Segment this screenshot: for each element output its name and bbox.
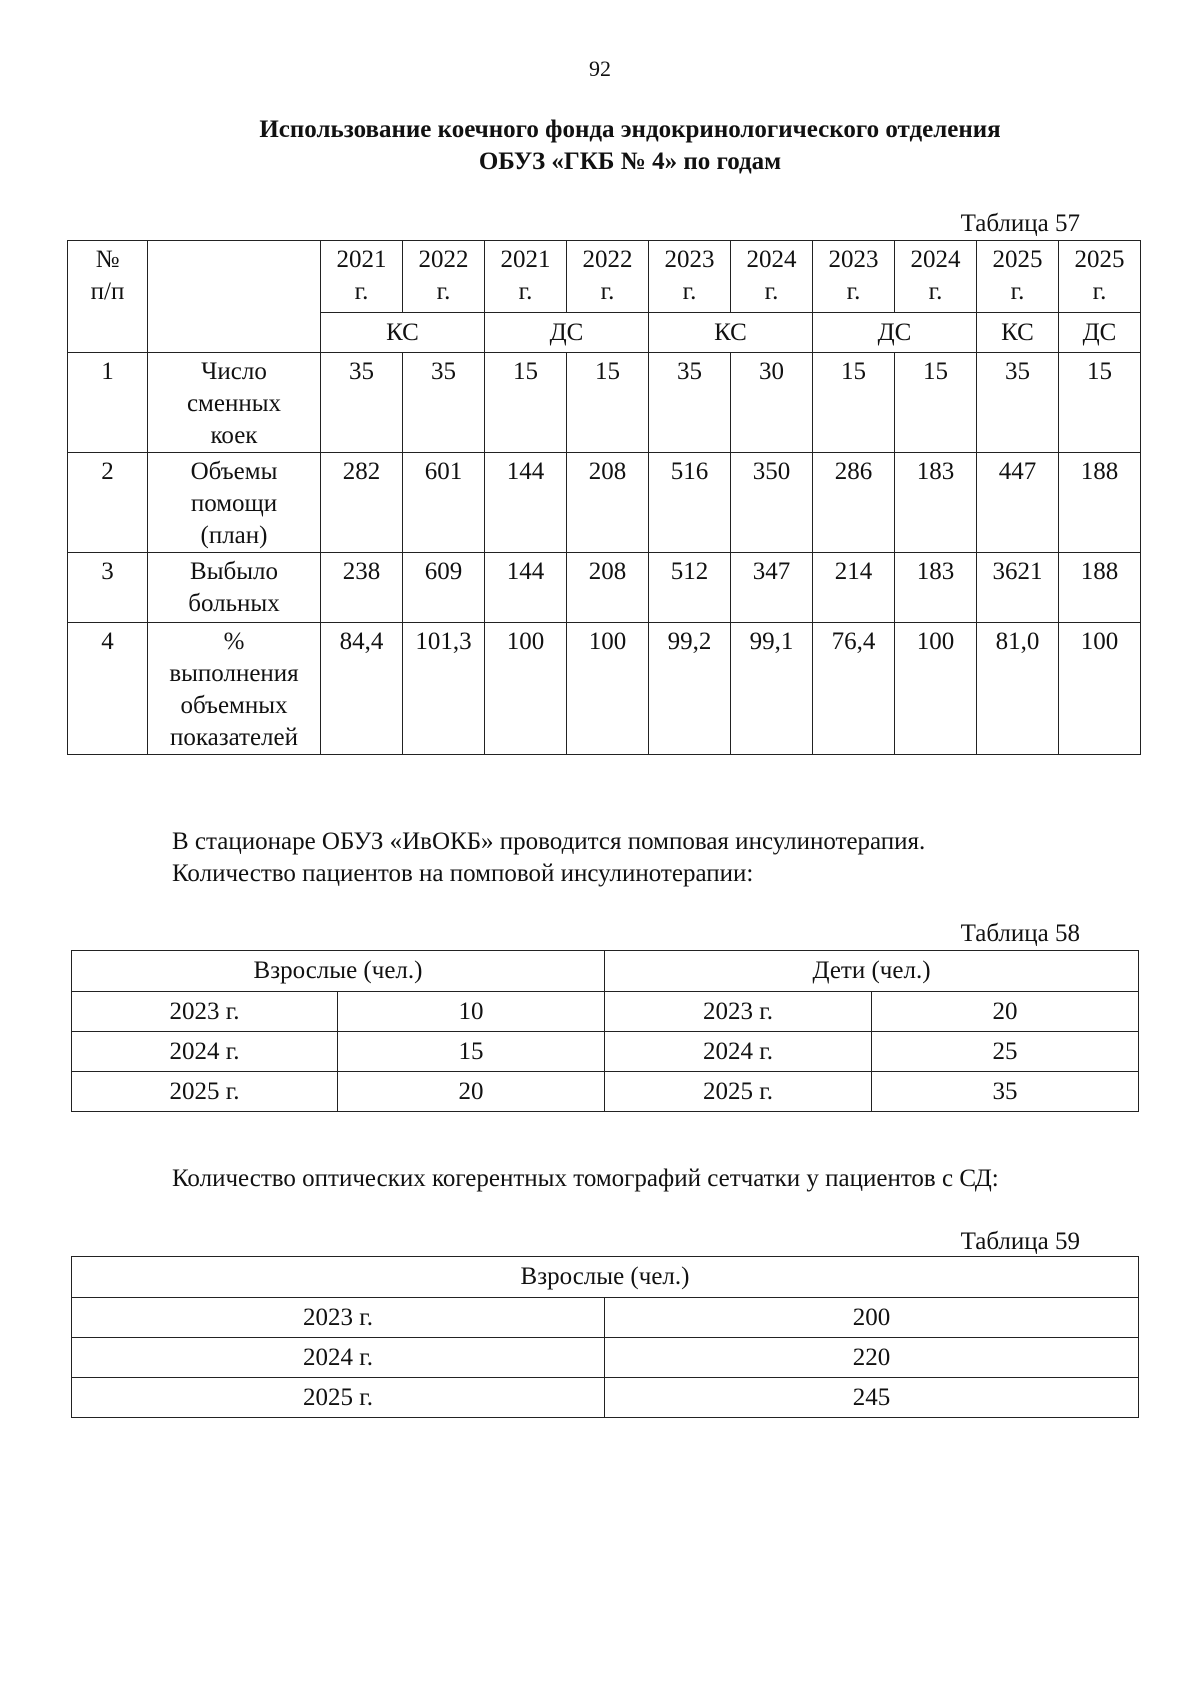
group-header-cell: Дети (чел.) bbox=[605, 951, 1139, 992]
group-header-cell: КС bbox=[977, 313, 1059, 353]
value-cell: 15 bbox=[567, 353, 649, 453]
table-58 bbox=[71, 950, 1139, 1112]
count-cell: 245 bbox=[605, 1378, 1139, 1418]
year-cell: 2023 г. bbox=[605, 992, 872, 1032]
value-cell: 188 bbox=[1059, 553, 1141, 623]
row-number-cell: 1 bbox=[68, 353, 148, 453]
value-cell: 144 bbox=[485, 553, 567, 623]
year-cell: 2024 г. bbox=[72, 1338, 605, 1378]
value-cell: 100 bbox=[485, 623, 567, 755]
year-header-year: 2023 bbox=[828, 246, 879, 273]
count-cell: 200 bbox=[605, 1298, 1139, 1338]
year-header-cell bbox=[977, 241, 1059, 313]
year-header-suffix: г. bbox=[600, 278, 615, 305]
value-cell: 84,4 bbox=[321, 623, 403, 755]
table-57-row bbox=[68, 623, 1141, 755]
row-label-line: % bbox=[223, 628, 245, 655]
year-header-suffix: г. bbox=[682, 278, 697, 305]
value-cell: 30 bbox=[731, 353, 813, 453]
year-header-cell bbox=[649, 241, 731, 313]
value-cell: 15 bbox=[485, 353, 567, 453]
year-cell: 2023 г. bbox=[72, 1298, 605, 1338]
count-cell: 25 bbox=[872, 1032, 1139, 1072]
count-cell: 20 bbox=[872, 992, 1139, 1032]
group-header-cell: ДС bbox=[485, 313, 649, 353]
row-label-line: помощи bbox=[190, 490, 278, 517]
year-header-cell bbox=[895, 241, 977, 313]
paragraph-pump-line-2: Количество пациентов на помповой инсулинотерапии: bbox=[172, 860, 754, 887]
count-cell: 220 bbox=[605, 1338, 1139, 1378]
value-cell: 347 bbox=[731, 553, 813, 623]
value-cell: 208 bbox=[567, 553, 649, 623]
table-57-row bbox=[68, 453, 1141, 553]
year-cell: 2025 г. bbox=[72, 1072, 338, 1112]
year-cell: 2023 г. bbox=[72, 992, 338, 1032]
year-cell: 2025 г. bbox=[605, 1072, 872, 1112]
group-header-cell: Взрослые (чел.) bbox=[72, 1257, 1139, 1298]
year-header-year: 2025 bbox=[992, 246, 1043, 273]
value-cell: 183 bbox=[895, 453, 977, 553]
value-cell: 609 bbox=[403, 553, 485, 623]
table-59-row bbox=[72, 1378, 1139, 1418]
value-cell: 101,3 bbox=[403, 623, 485, 755]
table-58-caption: Таблица 58 bbox=[960, 920, 1080, 947]
value-cell: 100 bbox=[1059, 623, 1141, 755]
value-cell: 99,1 bbox=[731, 623, 813, 755]
row-label-line: коек bbox=[210, 422, 258, 449]
value-cell: 208 bbox=[567, 453, 649, 553]
count-cell: 20 bbox=[338, 1072, 605, 1112]
row-label-line: Выбыло bbox=[190, 558, 278, 585]
year-header-suffix: г. bbox=[1010, 278, 1025, 305]
row-label-line: показателей bbox=[169, 724, 299, 751]
value-cell: 15 bbox=[813, 353, 895, 453]
paragraph-pump-therapy bbox=[172, 826, 1092, 890]
table-57-num-header bbox=[68, 241, 148, 353]
year-cell: 2025 г. bbox=[72, 1378, 605, 1418]
title-line-2: ОБУЗ «ГКБ № 4» по годам bbox=[478, 148, 782, 175]
value-cell: 144 bbox=[485, 453, 567, 553]
page-number: 92 bbox=[589, 56, 611, 81]
year-header-suffix: г. bbox=[354, 278, 369, 305]
value-cell: 81,0 bbox=[977, 623, 1059, 755]
year-header-suffix: г. bbox=[518, 278, 533, 305]
row-label-cell bbox=[148, 623, 321, 755]
group-header-cell: ДС bbox=[1059, 313, 1141, 353]
row-label-line: объемных bbox=[180, 692, 288, 719]
table-58-row bbox=[72, 992, 1139, 1032]
table-57-row bbox=[68, 553, 1141, 623]
value-cell: 282 bbox=[321, 453, 403, 553]
value-cell: 286 bbox=[813, 453, 895, 553]
value-cell: 447 bbox=[977, 453, 1059, 553]
table-58-row bbox=[72, 1032, 1139, 1072]
paragraph-oct-count: Количество оптических когерентных томографий сетчатки у пациентов с СД: bbox=[172, 1165, 999, 1192]
value-cell: 35 bbox=[403, 353, 485, 453]
num-header-line: № bbox=[95, 246, 120, 273]
year-header-year: 2023 bbox=[664, 246, 715, 273]
table-57-row bbox=[68, 353, 1141, 453]
year-header-suffix: г. bbox=[846, 278, 861, 305]
row-number-cell: 3 bbox=[68, 553, 148, 623]
row-label-line: сменных bbox=[186, 390, 282, 417]
row-label-line: Число bbox=[201, 358, 267, 385]
year-header-year: 2022 bbox=[418, 246, 469, 273]
year-header-year: 2021 bbox=[336, 246, 387, 273]
count-cell: 15 bbox=[338, 1032, 605, 1072]
value-cell: 35 bbox=[649, 353, 731, 453]
year-header-suffix: г. bbox=[436, 278, 451, 305]
row-number-cell: 2 bbox=[68, 453, 148, 553]
year-header-suffix: г. bbox=[1092, 278, 1107, 305]
document-title bbox=[150, 114, 1110, 178]
group-header-cell: ДС bbox=[813, 313, 977, 353]
table-57-caption: Таблица 57 bbox=[960, 210, 1080, 237]
row-label-cell bbox=[148, 353, 321, 453]
num-header-line: п/п bbox=[90, 278, 125, 305]
table-57-header-row bbox=[68, 241, 1141, 313]
year-header-year: 2025 bbox=[1074, 246, 1125, 273]
count-cell: 35 bbox=[872, 1072, 1139, 1112]
value-cell: 15 bbox=[1059, 353, 1141, 453]
group-header-cell: КС bbox=[649, 313, 813, 353]
year-header-year: 2022 bbox=[582, 246, 633, 273]
year-header-cell bbox=[321, 241, 403, 313]
row-label-line: Объемы bbox=[190, 458, 278, 485]
year-header-year: 2024 bbox=[910, 246, 961, 273]
row-number-cell: 4 bbox=[68, 623, 148, 755]
year-header-cell bbox=[403, 241, 485, 313]
value-cell: 99,2 bbox=[649, 623, 731, 755]
year-header-suffix: г. bbox=[764, 278, 779, 305]
table-59 bbox=[71, 1256, 1139, 1418]
title-line-1: Использование коечного фонда эндокринологического отделения bbox=[259, 116, 1001, 143]
table-57 bbox=[67, 240, 1141, 755]
year-cell: 2024 г. bbox=[605, 1032, 872, 1072]
group-header-cell: КС bbox=[321, 313, 485, 353]
year-header-cell bbox=[1059, 241, 1141, 313]
value-cell: 76,4 bbox=[813, 623, 895, 755]
value-cell: 100 bbox=[567, 623, 649, 755]
value-cell: 516 bbox=[649, 453, 731, 553]
year-header-cell bbox=[813, 241, 895, 313]
year-header-year: 2024 bbox=[746, 246, 797, 273]
value-cell: 601 bbox=[403, 453, 485, 553]
table-58-header-row bbox=[72, 951, 1139, 992]
row-label-cell bbox=[148, 553, 321, 623]
year-header-suffix: г. bbox=[928, 278, 943, 305]
paragraph-pump-line-1: В стационаре ОБУЗ «ИвОКБ» проводится помповая инсулинотерапия. bbox=[172, 828, 926, 855]
row-label-line: (план) bbox=[200, 522, 268, 549]
value-cell: 3621 bbox=[977, 553, 1059, 623]
value-cell: 183 bbox=[895, 553, 977, 623]
table-59-header-row bbox=[72, 1257, 1139, 1298]
table-58-row bbox=[72, 1072, 1139, 1112]
value-cell: 35 bbox=[321, 353, 403, 453]
value-cell: 35 bbox=[977, 353, 1059, 453]
year-cell: 2024 г. bbox=[72, 1032, 338, 1072]
table-59-row bbox=[72, 1338, 1139, 1378]
row-label-cell bbox=[148, 453, 321, 553]
value-cell: 100 bbox=[895, 623, 977, 755]
value-cell: 512 bbox=[649, 553, 731, 623]
value-cell: 350 bbox=[731, 453, 813, 553]
value-cell: 188 bbox=[1059, 453, 1141, 553]
row-label-line: больных bbox=[188, 590, 280, 617]
value-cell: 15 bbox=[895, 353, 977, 453]
year-header-cell bbox=[485, 241, 567, 313]
group-header-cell: Взрослые (чел.) bbox=[72, 951, 605, 992]
table-57-label-header bbox=[148, 241, 321, 353]
table-59-row bbox=[72, 1298, 1139, 1338]
year-header-cell bbox=[567, 241, 649, 313]
table-59-caption: Таблица 59 bbox=[960, 1228, 1080, 1255]
year-header-year: 2021 bbox=[500, 246, 551, 273]
row-label-line: выполнения bbox=[169, 660, 299, 687]
value-cell: 214 bbox=[813, 553, 895, 623]
year-header-cell bbox=[731, 241, 813, 313]
count-cell: 10 bbox=[338, 992, 605, 1032]
value-cell: 238 bbox=[321, 553, 403, 623]
